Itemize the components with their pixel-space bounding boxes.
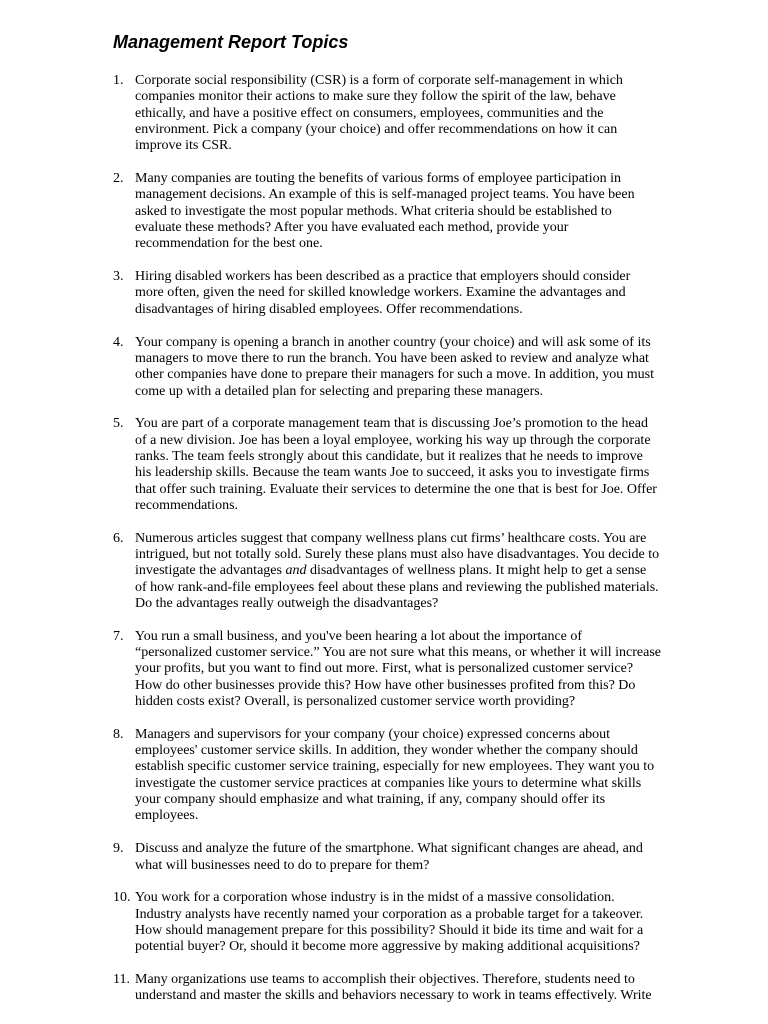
item-number: 10. (113, 890, 131, 906)
item-number: 8. (113, 726, 124, 742)
topic-list (113, 73, 661, 1021)
emphasized-word: and (285, 563, 307, 579)
list-item (113, 171, 661, 253)
item-text: Managers and supervisors for your company (your choice) expressed concerns about employees' customer service skills. In addition, they wonder whether the company should establish specific customer service training, especially for new employees. They want you to investigate the customer service practices at companies like yours to determine what skills your company should emphasize and what training, if any, company should offer its employees. (135, 726, 655, 824)
item-number: 6. (113, 530, 124, 546)
item-number: 1. (113, 73, 124, 88)
list-item (113, 972, 661, 1005)
item-text: Your company is opening a branch in another country (your choice) and will ask some of its managers to move there to run the branch. You have been asked to review and analyze what other companies have done to prepare their managers for such a move. In addition, you must come up with a detailed plan for selecting and preparing these managers. (135, 334, 655, 399)
list-item (113, 531, 661, 613)
item-text: Corporate social responsibility (CSR) is a form of corporate self-management in which companies monitor their actions to make sure they follow the spirit of the law, behave ethically, and have a positive effect on consumers, employees, communities and the environment. Pick a company (your choice) and offer recommendations on how it can improve its CSR. (135, 73, 623, 154)
item-text: Many companies are touting the benefits of various forms of employee participation in management decisions. An example of this is self-managed project teams. You have been asked to investigate the most popular methods. What criteria should be established to evaluate these methods? After you have evaluated each method, provide your recommendation for the best one. (135, 171, 635, 252)
item-text: You are part of a corporate management team that is discussing Joe’s promotion to the head of a new division. Joe has been a loyal employee, working his way up through the corporate ranks. The team feels strongly about this candidate, but it realizes that he needs to improve his leadership skills. Because the team wants Joe to succeed, it asks you to investigate firms that offer such training. Evaluate their services to determine the one that is best for Joe. Offer recommendations. (135, 416, 657, 513)
item-number: 7. (113, 628, 124, 644)
list-item (113, 629, 661, 711)
item-text (135, 531, 661, 613)
item-text: Many organizations use teams to accomplish their objectives. Therefore, students need to understand and master the skills and behaviors necessary to work in teams effectively. Write (135, 971, 652, 1004)
item-number: 3. (113, 269, 124, 285)
item-number: 11. (113, 971, 130, 987)
item-number: 9. (113, 841, 124, 857)
item-number: 4. (113, 334, 124, 350)
list-item (113, 335, 661, 400)
list-item (113, 727, 661, 825)
page-title: Management Report Topics (113, 32, 349, 52)
list-item (113, 890, 661, 955)
item-number: 5. (113, 416, 124, 432)
item-text: Discuss and analyze the future of the smartphone. What significant changes are ahead, and what will businesses need to do to prepare for them? (135, 841, 643, 873)
item-text: You run a small business, and you've been hearing a lot about the importance of “personalized customer service.” You are not sure what this means, or whether it will increase your profits, but you want to find out more. First, what is personalized customer service? How do other businesses provide this? How have other businesses profited from this? Do hidden costs exist? Overall, is personalized customer service worth providing? (135, 628, 661, 710)
item-text: You work for a corporation whose industry is in the midst of a massive consolidation. Industry analysts have recently named your corporation as a probable target for a takeover. How should management prepare for this possibility? Should it bide its time and wait for a potential buyer? Or, should it become more aggressive by making additional acquisitions? (135, 890, 644, 955)
item-text-part: Numerous articles suggest that company wellness plans cut firms’ healthcare costs. You are intrigued, but not totally sold. Surely these plans must also have disadvantages. You decide to investigate the advantages (135, 530, 660, 579)
list-item (113, 416, 661, 514)
item-number: 2. (113, 171, 124, 187)
item-text-part: disadvantages of wellness plans. It might help to get a sense of how rank-and-file employees feel about these plans and reviewing the published materials. Do the advantages really outweigh the disadvantages? (135, 563, 659, 611)
item-text: Hiring disabled workers has been described as a practice that employers should consider more often, given the need for skilled knowledge workers. Examine the advantages and disadvantages of hiring disabled employees. Offer recommendations. (135, 269, 631, 317)
list-item (113, 269, 661, 318)
list-item (113, 73, 661, 155)
list-item (113, 841, 661, 874)
